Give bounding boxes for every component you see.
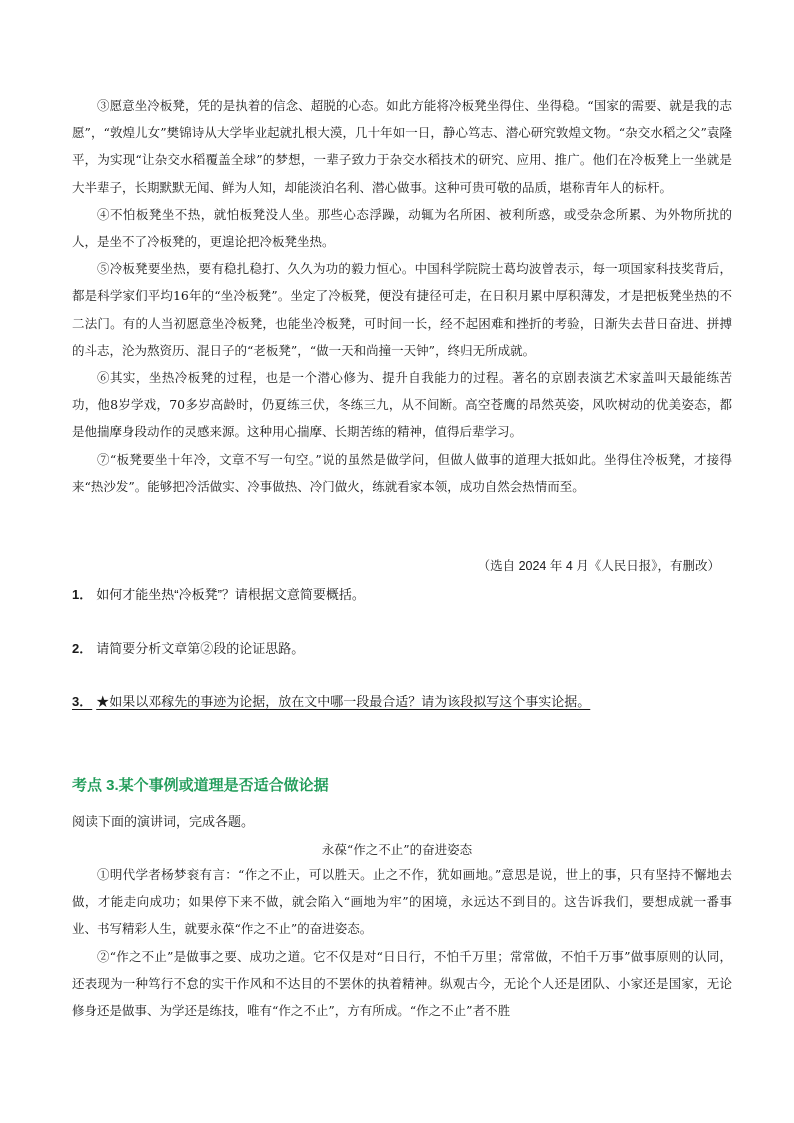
question-number: 3．: [72, 694, 93, 709]
essay-paragraph-6: ⑥其实，坐热冷板凳的过程，也是一个潜心修为、提升自我能力的过程。著名的京剧表演艺术家盖叫天最能练苦功，他8岁学戏，70多岁高龄时，仍夏练三伏，冬练三九，从不间断。高空苍鹰的昂然英姿，风吹树动的优美姿态，都是他揣摩身段动作的灵感来源。这种用心揣摩、长期苦练的精神，值得后辈学习。: [72, 370, 732, 440]
essay-body: [72, 92, 732, 500]
source-citation: （选自 2024 年 4 月《人民日报》，有删改）: [477, 559, 720, 573]
essay-paragraph-7: ⑦“板凳要坐十年冷，文章不写一句空。”说的虽然是做学问，但做人做事的道理大抵如此。坐得住冷板凳，才接得来“热沙发”。能够把冷活做实、冷事做热、冷门做火，练就看家本领，成功自然会热情而至。: [72, 451, 732, 494]
speech-paragraph-1: ①明代学者杨梦衮有言：“作之不止，可以胜天。止之不作，犹如画地。”意思是说，世上的事，只有坚持不懈地去做，才能走向成功；如果停下来不做，就会陷入“画地为牢”的困境，永远达不到目的。这告诉我们，要想成就一番事业、书写精彩人生，就要永葆“作之不止”的奋进姿态。: [72, 867, 732, 937]
question-number: 1．: [72, 587, 93, 602]
question-text: 请简要分析文章第②段的论证思路。: [96, 641, 305, 656]
essay-paragraph-4: ④不怕板凳坐不热，就怕板凳没人坐。那些心态浮躁，动辄为名所困、被利所惑，或受杂念所累、为外物所扰的人，是坐不了冷板凳的，更遑论把冷板凳坐热。: [72, 206, 732, 250]
question-text: 如何才能坐热“冷板凳”？请根据文意简要概括。: [96, 587, 365, 602]
speech-title: 永葆“作之不止”的奋进姿态: [321, 842, 473, 857]
question-2: [72, 639, 732, 659]
section-title: 考点 3.某个事例或道理是否适合做论据: [72, 777, 329, 794]
question-text: ★如果以邓稼先的事迹为论据，放在文中哪一段最合适？请为该段拟写这个事实论据。: [96, 694, 591, 709]
reading-instruction: 阅读下面的演讲词，完成各题。: [72, 814, 255, 829]
essay-paragraph-5: ⑤冷板凳要坐热，要有稳扎稳打、久久为功的毅力恒心。中国科学院院士葛均波曾表示，每一项国家科技奖背后，都是科学家们平均16年的“坐冷板凳”。坐定了冷板凳，便没有捷径可走，在日积月累中厚积薄发，才是把板凳坐热的不二法门。有的人当初愿意坐冷板凳，也能坐冷板凳，可时间一长，经不起困难和挫折的考验，日渐失去昔日奋进、拼搏的斗志，沦为熬资历、混日子的“老板凳”，“做一天和尚撞一天钟”，终归无所成就。: [72, 261, 732, 358]
speech-body: [72, 861, 732, 1024]
question-3: [72, 692, 732, 712]
question-1: [72, 585, 732, 605]
essay-paragraph-3: ③愿意坐冷板凳，凭的是执着的信念、超脱的心态。如此方能将冷板凳坐得住、坐得稳。“国家的需要、就是我的志愿”，“敦煌儿女”樊锦诗从大学毕业起就扎根大漠，几十年如一日，静心笃志、潜心研究敦煌文物。“杂交水稻之父”袁隆平，为实现“让杂交水稻覆盖全球”的梦想，一辈子致力于杂交水稻技术的研究、应用、推广。他们在冷板凳上一坐就是大半辈子，长期默默无闻、鲜为人知，却能淡泊名利、潜心做事。这种可贵可敬的品质，堪称青年人的标杆。: [72, 98, 732, 195]
question-number: 2．: [72, 641, 93, 656]
speech-paragraph-2: ②“作之不止”是做事之要、成功之道。它不仅是对“日日行，不怕千万里；常常做，不怕千万事”做事原则的认同，还表现为一种笃行不怠的实干作风和不达目的不罢休的执着精神。纵观古今，无论个人还是团队、小家还是国家，无论修身还是做事、为学还是练技，唯有“作之不止”，方有所成。“作之不止”者不胜: [72, 948, 732, 1019]
